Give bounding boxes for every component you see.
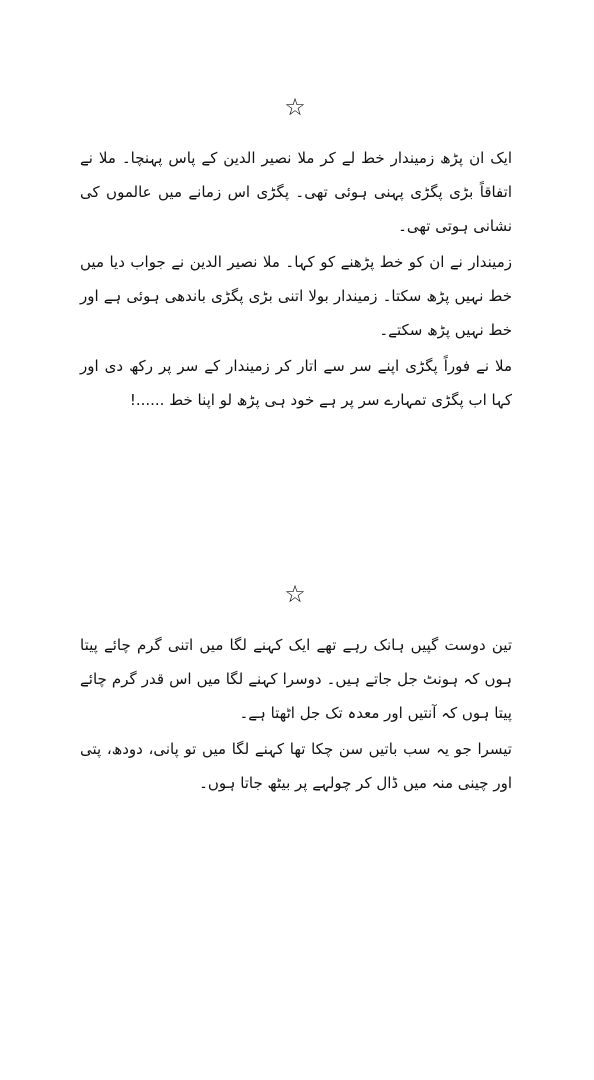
star-icon: ☆ — [284, 580, 306, 608]
joke-1-paragraph-3: ملا نے فوراً پگڑی اپنے سر سے اتار کر زمیندار کے سر پر رکھ دی اور کہا اب پگڑی تمہارے سر پر ہے خود ہی پڑھ لو اپنا خط ......! — [80, 357, 512, 409]
joke-2-paragraph-2: تیسرا جو یہ سب باتیں سن چکا تھا کہنے لگا میں تو پانی، دودھ، پتی اور چینی منہ میں ڈال کر چولہے پر بیٹھ جاتا ہوں۔ — [80, 740, 512, 792]
star-icon: ☆ — [284, 93, 306, 121]
joke-1-paragraph-1: ایک ان پڑھ زمیندار خط لے کر ملا نصیر الدین کے پاس پہنچا۔ ملا نے اتفاقاً بڑی پگڑی پہنی ہوئی تھی۔ پگڑی اس زمانے میں عالموں کی نشانی ہوتی تھی۔ — [80, 149, 512, 235]
joke-2 — [0, 582, 594, 800]
joke-1-paragraph-2: زمیندار نے ان کو خط پڑھنے کو کہا۔ ملا نصیر الدین نے جواب دیا میں خط نہیں پڑھ سکتا۔ زمیندار بولا اتنی بڑی پگڑی باندھی ہوئی ہے اور خط نہیں پڑھ سکتے۔ — [80, 253, 512, 339]
joke-2-paragraph-1: تین دوست گپیں ہانک رہے تھے ایک کہنے لگا میں اتنی گرم چائے پیتا ہوں کہ ہونٹ جل جاتے ہیں۔ دوسرا کہنے لگا میں اس قدر گرم چائے پیتا ہوں کہ آنتیں اور معدہ تک جل اٹھتا ہے۔ — [80, 636, 512, 722]
joke-1 — [0, 95, 594, 417]
